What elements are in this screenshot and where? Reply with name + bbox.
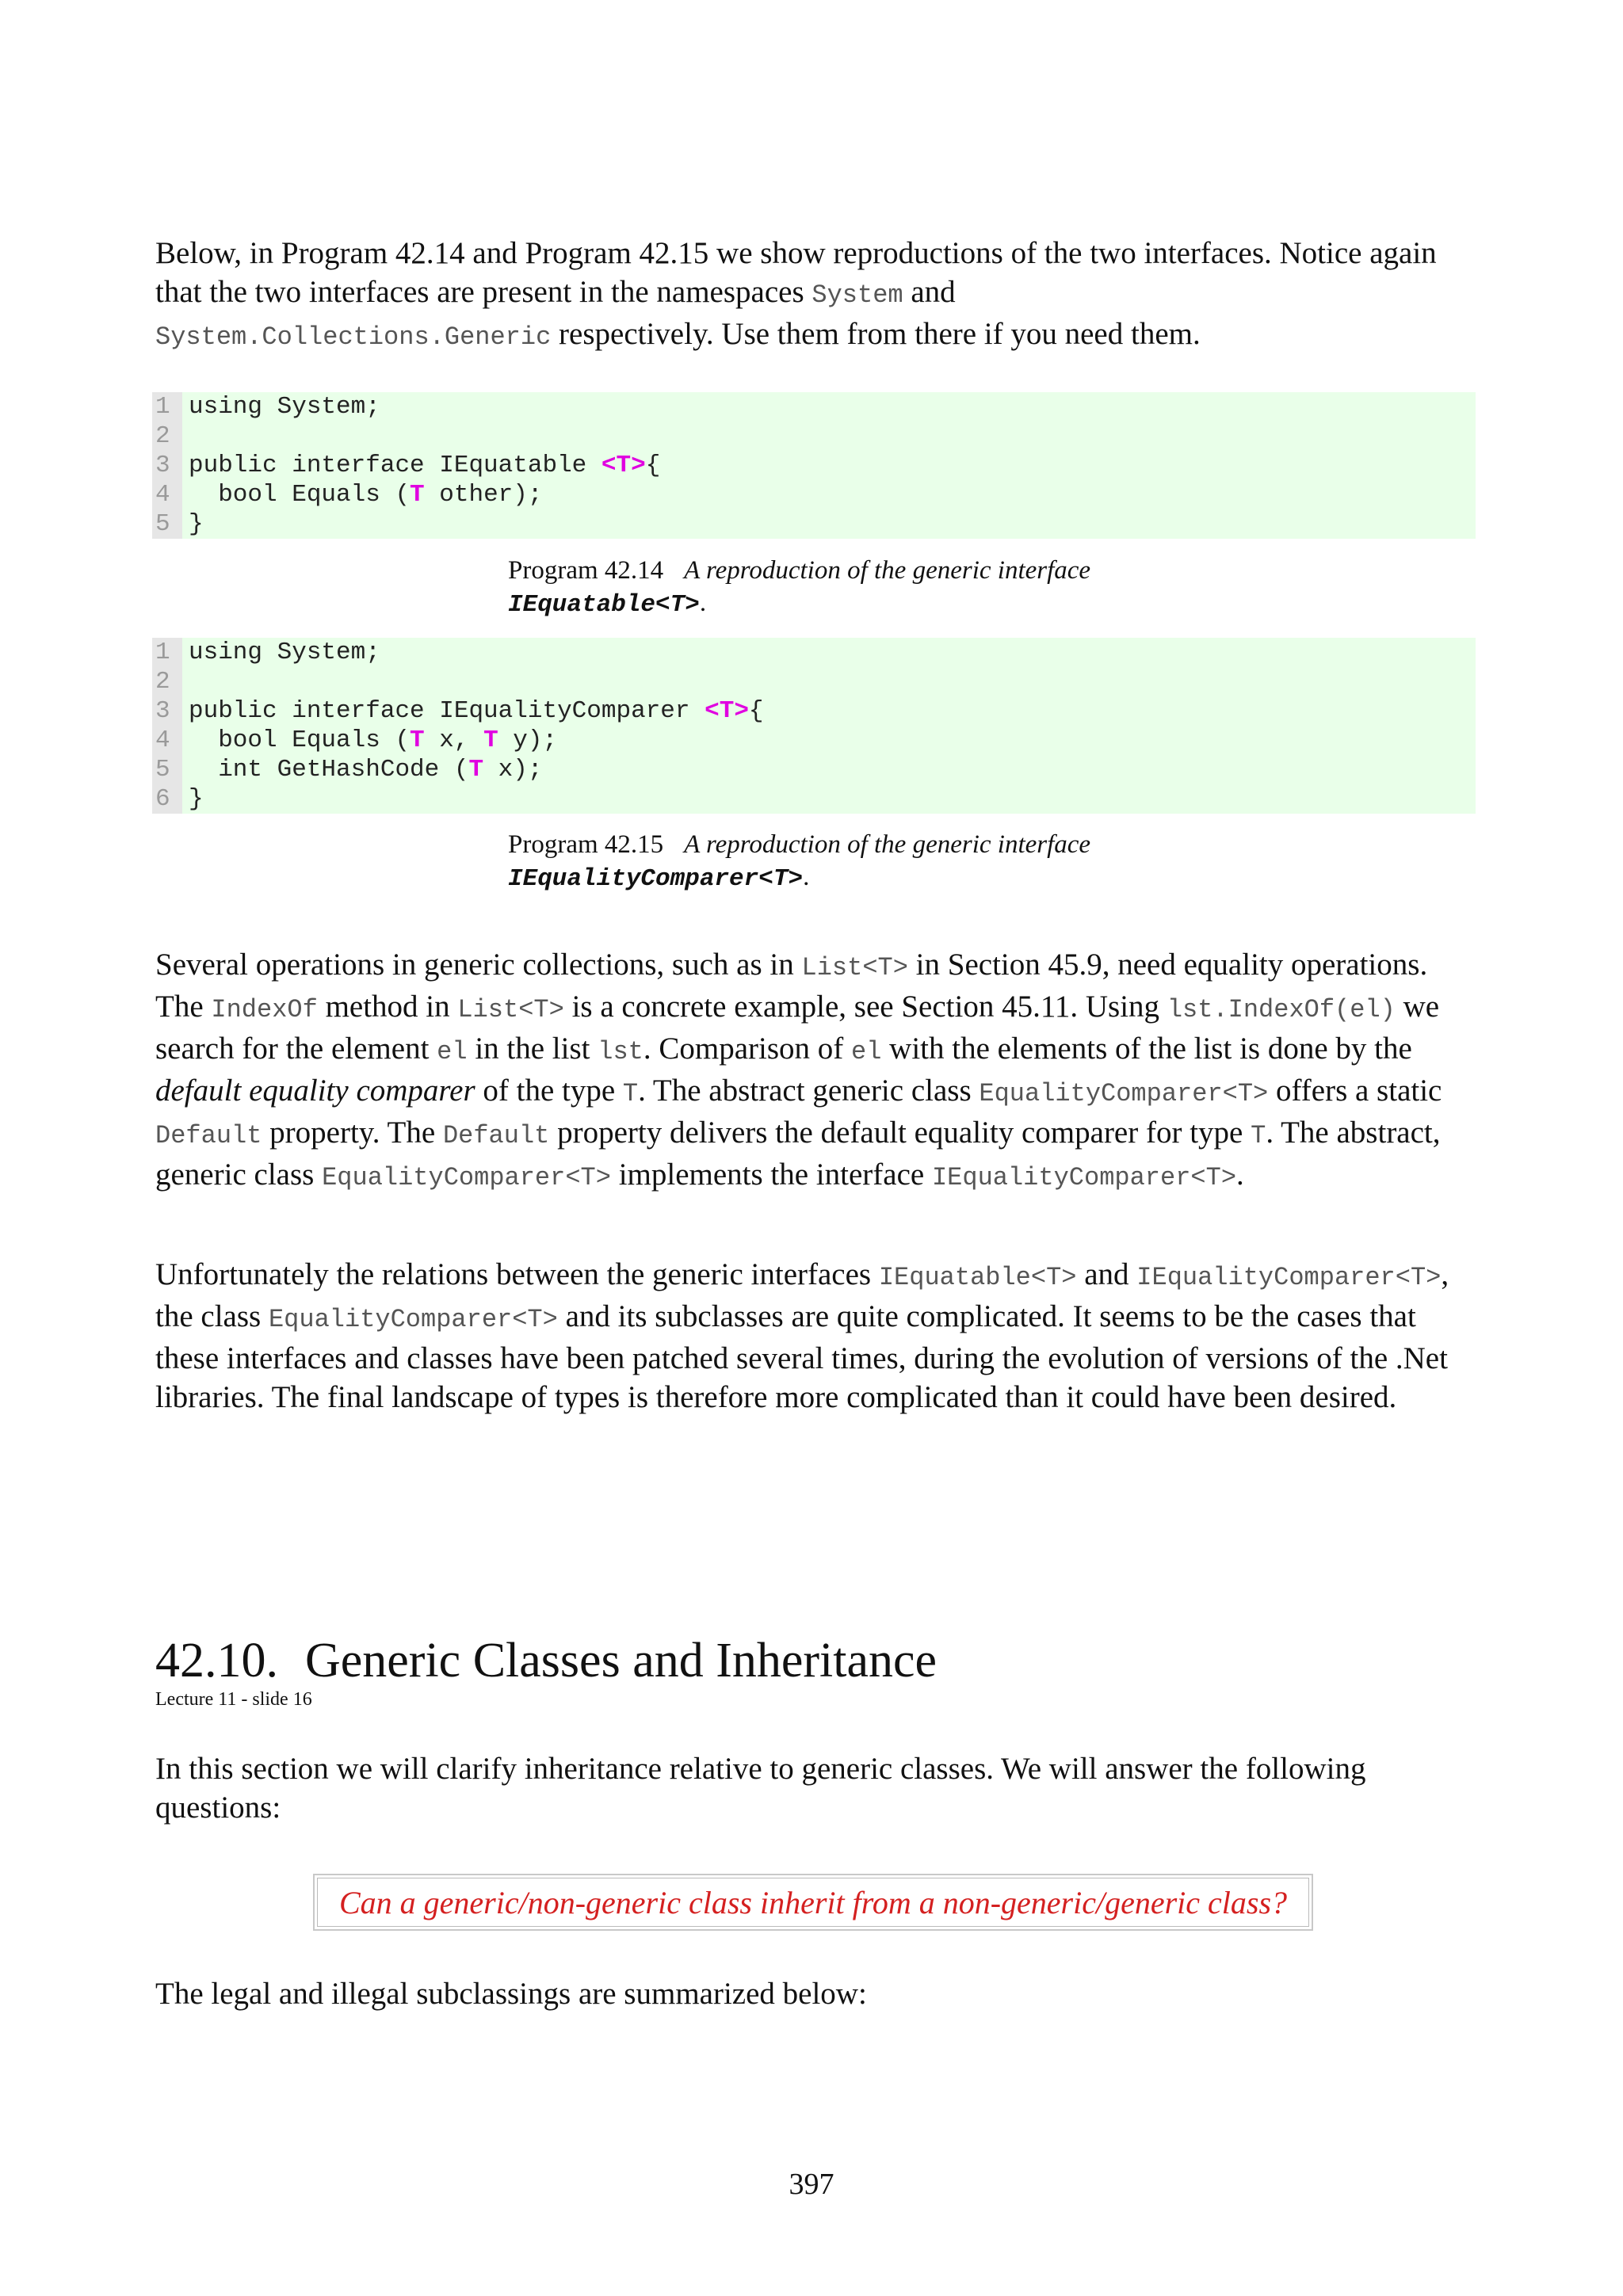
relations-paragraph: Unfortunately the relations between the generic interfaces IEquatable<T> and IEqualityComparer<T>, the class EqualityComparer<T> and its subclasses are quite complicated. It seems to be the cases that these interfaces and classes have been patched several times, during the evolution of versions of the .Net libraries. The final landscape of types is therefore more complicated than it could have been desired. (155, 1257, 1449, 1414)
code-line: 5 int GetHashCode ( T x); (152, 755, 1476, 784)
code-line: 3 public interface IEqualityComparer <T> { (152, 696, 1476, 726)
code-line: 5 } (152, 509, 1476, 539)
program-42-14-caption: Program 42.14 A reproduction of the generic interface IEquatable<T>. (508, 556, 1091, 619)
code-line: 4 bool Equals ( T x, T y); (152, 726, 1476, 755)
section-heading: 42.10. Generic Classes and Inheritance (155, 1634, 938, 1688)
namespace-system: System (812, 280, 903, 310)
program-42-15-code (152, 638, 1476, 814)
code-line: 4 bool Equals ( T other); (152, 480, 1476, 509)
page-number: 397 (789, 2168, 834, 2201)
code-line: 1 using System; (152, 392, 1476, 421)
namespace-collections-generic: System.Collections.Generic (155, 322, 552, 352)
code-line: 6 } (152, 784, 1476, 814)
code-line: 1 using System; (152, 638, 1476, 667)
program-42-15-caption: Program 42.15 A reproduction of the generic interface IEqualityComparer<T>. (508, 830, 1091, 893)
question-box (313, 1874, 1313, 1931)
question-text: Can a generic/non-generic class inherit from a non-generic/generic class? (317, 1878, 1309, 1927)
program-42-14-code (152, 392, 1476, 539)
equality-paragraph: Several operations in generic collections, such as in List<T> in Section 45.9, need equality operations. The IndexOf method in List<T> is a concrete example, see Section 45.11. Using lst.IndexOf(el) we search for the element el in the list lst. Comparison of el with the elements of the list is done by the default equality comparer of the type T. The abstract generic class EqualityComparer<T> offers a static Default property. The Default property delivers the default equality comparer for type T. The abstract, generic class EqualityComparer<T> implements the interface IEqualityComparer<T>. (155, 948, 1442, 1192)
section-intro-paragraph: In this section we will clarify inheritance relative to generic classes. We will answer the following questions: (155, 1752, 1366, 1825)
intro-paragraph: Below, in Program 42.14 and Program 42.15 we show reproductions of the two interfaces. Notice again that the two interfaces are present in the namespaces System and System.Collections.Generic respectively. Use them from there if you need them. (155, 236, 1437, 352)
code-line: 3 public interface IEquatable <T> { (152, 451, 1476, 480)
code-line: 2 (152, 421, 1476, 451)
lecture-reference: Lecture 11 - slide 16 (155, 1689, 312, 1710)
code-line: 2 (152, 667, 1476, 696)
summary-paragraph: The legal and illegal subclassings are summarized below: (155, 1977, 867, 2011)
